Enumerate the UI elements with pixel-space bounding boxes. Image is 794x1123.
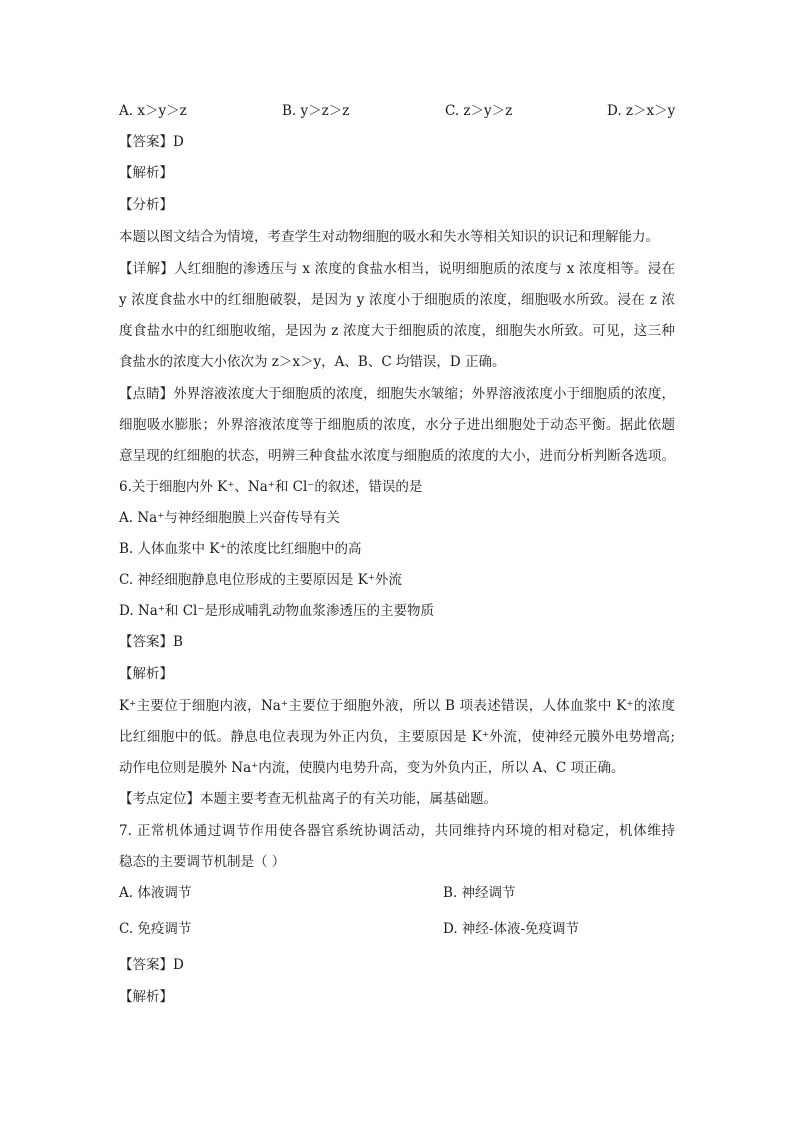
- q6-answer: 【答案】B: [119, 634, 183, 650]
- q5-answer: 【答案】D: [119, 134, 184, 150]
- q5-fenxi-text: 本题以图文结合为情境，考查学生对动物细胞的吸水和失水等相关知识的识记和理解能力。: [119, 229, 659, 245]
- q7-option-c: C. 免疫调节: [119, 921, 192, 937]
- q6-analysis-heading: 【解析】: [119, 666, 173, 682]
- q5-detail-line-1: 【详解】人红细胞的渗透压与 x 浓度的食盐水相当，说明细胞质的浓度与 x 浓度相等。浸在: [119, 261, 675, 277]
- q5-detail-line-3: 度食盐水中的红细胞收缩，是因为 z 浓度大于细胞质的浓度，细胞失水所致。可见，这三种: [119, 323, 675, 339]
- q5-detail-line-2: y 浓度食盐水中的红细胞破裂，是因为 y 浓度小于细胞质的浓度，细胞吸水所致。浸在 z 浓: [119, 292, 675, 308]
- q6-stem: 6.关于细胞内外 K⁺、Na⁺和 Cl⁻的叙述，错误的是: [119, 479, 423, 495]
- q5-dianjing-line-3: 意呈现的红细胞的状态，明辨三种食盐水浓度与细胞质的浓度的大小，进而分析判断各选项。: [119, 448, 675, 464]
- q6-analysis-line-3: 动作电位则是膜外 Na⁺内流，使膜内电势升高，变为外负内正，所以 A、C 项正确。: [119, 760, 625, 776]
- q5-fenxi-heading: 【分析】: [119, 197, 173, 213]
- q5-dianjing-line-2: 细胞吸水膨胀；外界溶液浓度等于细胞质的浓度，水分子进出细胞处于动态平衡。据此依题: [119, 417, 675, 433]
- q6-option-d: D. Na⁺和 Cl⁻是形成哺乳动物血浆渗透压的主要物质: [119, 603, 434, 619]
- q7-option-a: A. 体液调节: [119, 885, 192, 901]
- q6-option-b: B. 人体血浆中 K⁺的浓度比红细胞中的高: [119, 541, 362, 557]
- q7-stem-line-2: 稳态的主要调节机制是（ ）: [119, 854, 286, 870]
- q5-option-a: A. x＞y＞z: [119, 103, 187, 119]
- q7-option-b: B. 神经调节: [443, 885, 516, 901]
- q7-option-d: D. 神经-体液-免疫调节: [443, 921, 580, 937]
- q6-kaodian: 【考点定位】本题主要考查无机盐离子的有关功能，属基础题。: [119, 791, 497, 807]
- q5-dianjing-line-1: 【点睛】外界溶液浓度大于细胞质的浓度，细胞失水皱缩；外界溶液浓度小于细胞质的浓度，: [119, 386, 675, 402]
- q7-stem-line-1: 7. 正常机体通过调节作用使各器官系统协调活动，共同维持内环境的相对稳定，机体维持: [119, 823, 675, 839]
- q7-answer: 【答案】D: [119, 957, 184, 973]
- q5-detail-line-4: 食盐水的浓度大小依次为 z＞x＞y，A、B、C 均错误，D 正确。: [119, 354, 506, 370]
- q6-option-c: C. 神经细胞静息电位形成的主要原因是 K⁺外流: [119, 572, 402, 588]
- q5-option-d: D. z＞x＞y: [607, 103, 676, 119]
- q6-analysis-line-2: 比红细胞中的低。静息电位表现为外正内负，主要原因是 K⁺外流，使神经元膜外电势增高;: [119, 729, 675, 745]
- q5-option-c: C. z＞y＞z: [445, 103, 513, 119]
- q6-analysis-line-1: K⁺主要位于细胞内液，Na⁺主要位于细胞外液，所以 B 项表述错误，人体血浆中 K⁺的浓度: [119, 698, 675, 714]
- q6-option-a: A. Na⁺与神经细胞膜上兴奋传导有关: [119, 510, 340, 526]
- q5-analysis-heading: 【解析】: [119, 165, 173, 181]
- q5-option-b: B. y＞z＞z: [282, 103, 350, 119]
- q7-analysis-heading: 【解析】: [119, 989, 173, 1005]
